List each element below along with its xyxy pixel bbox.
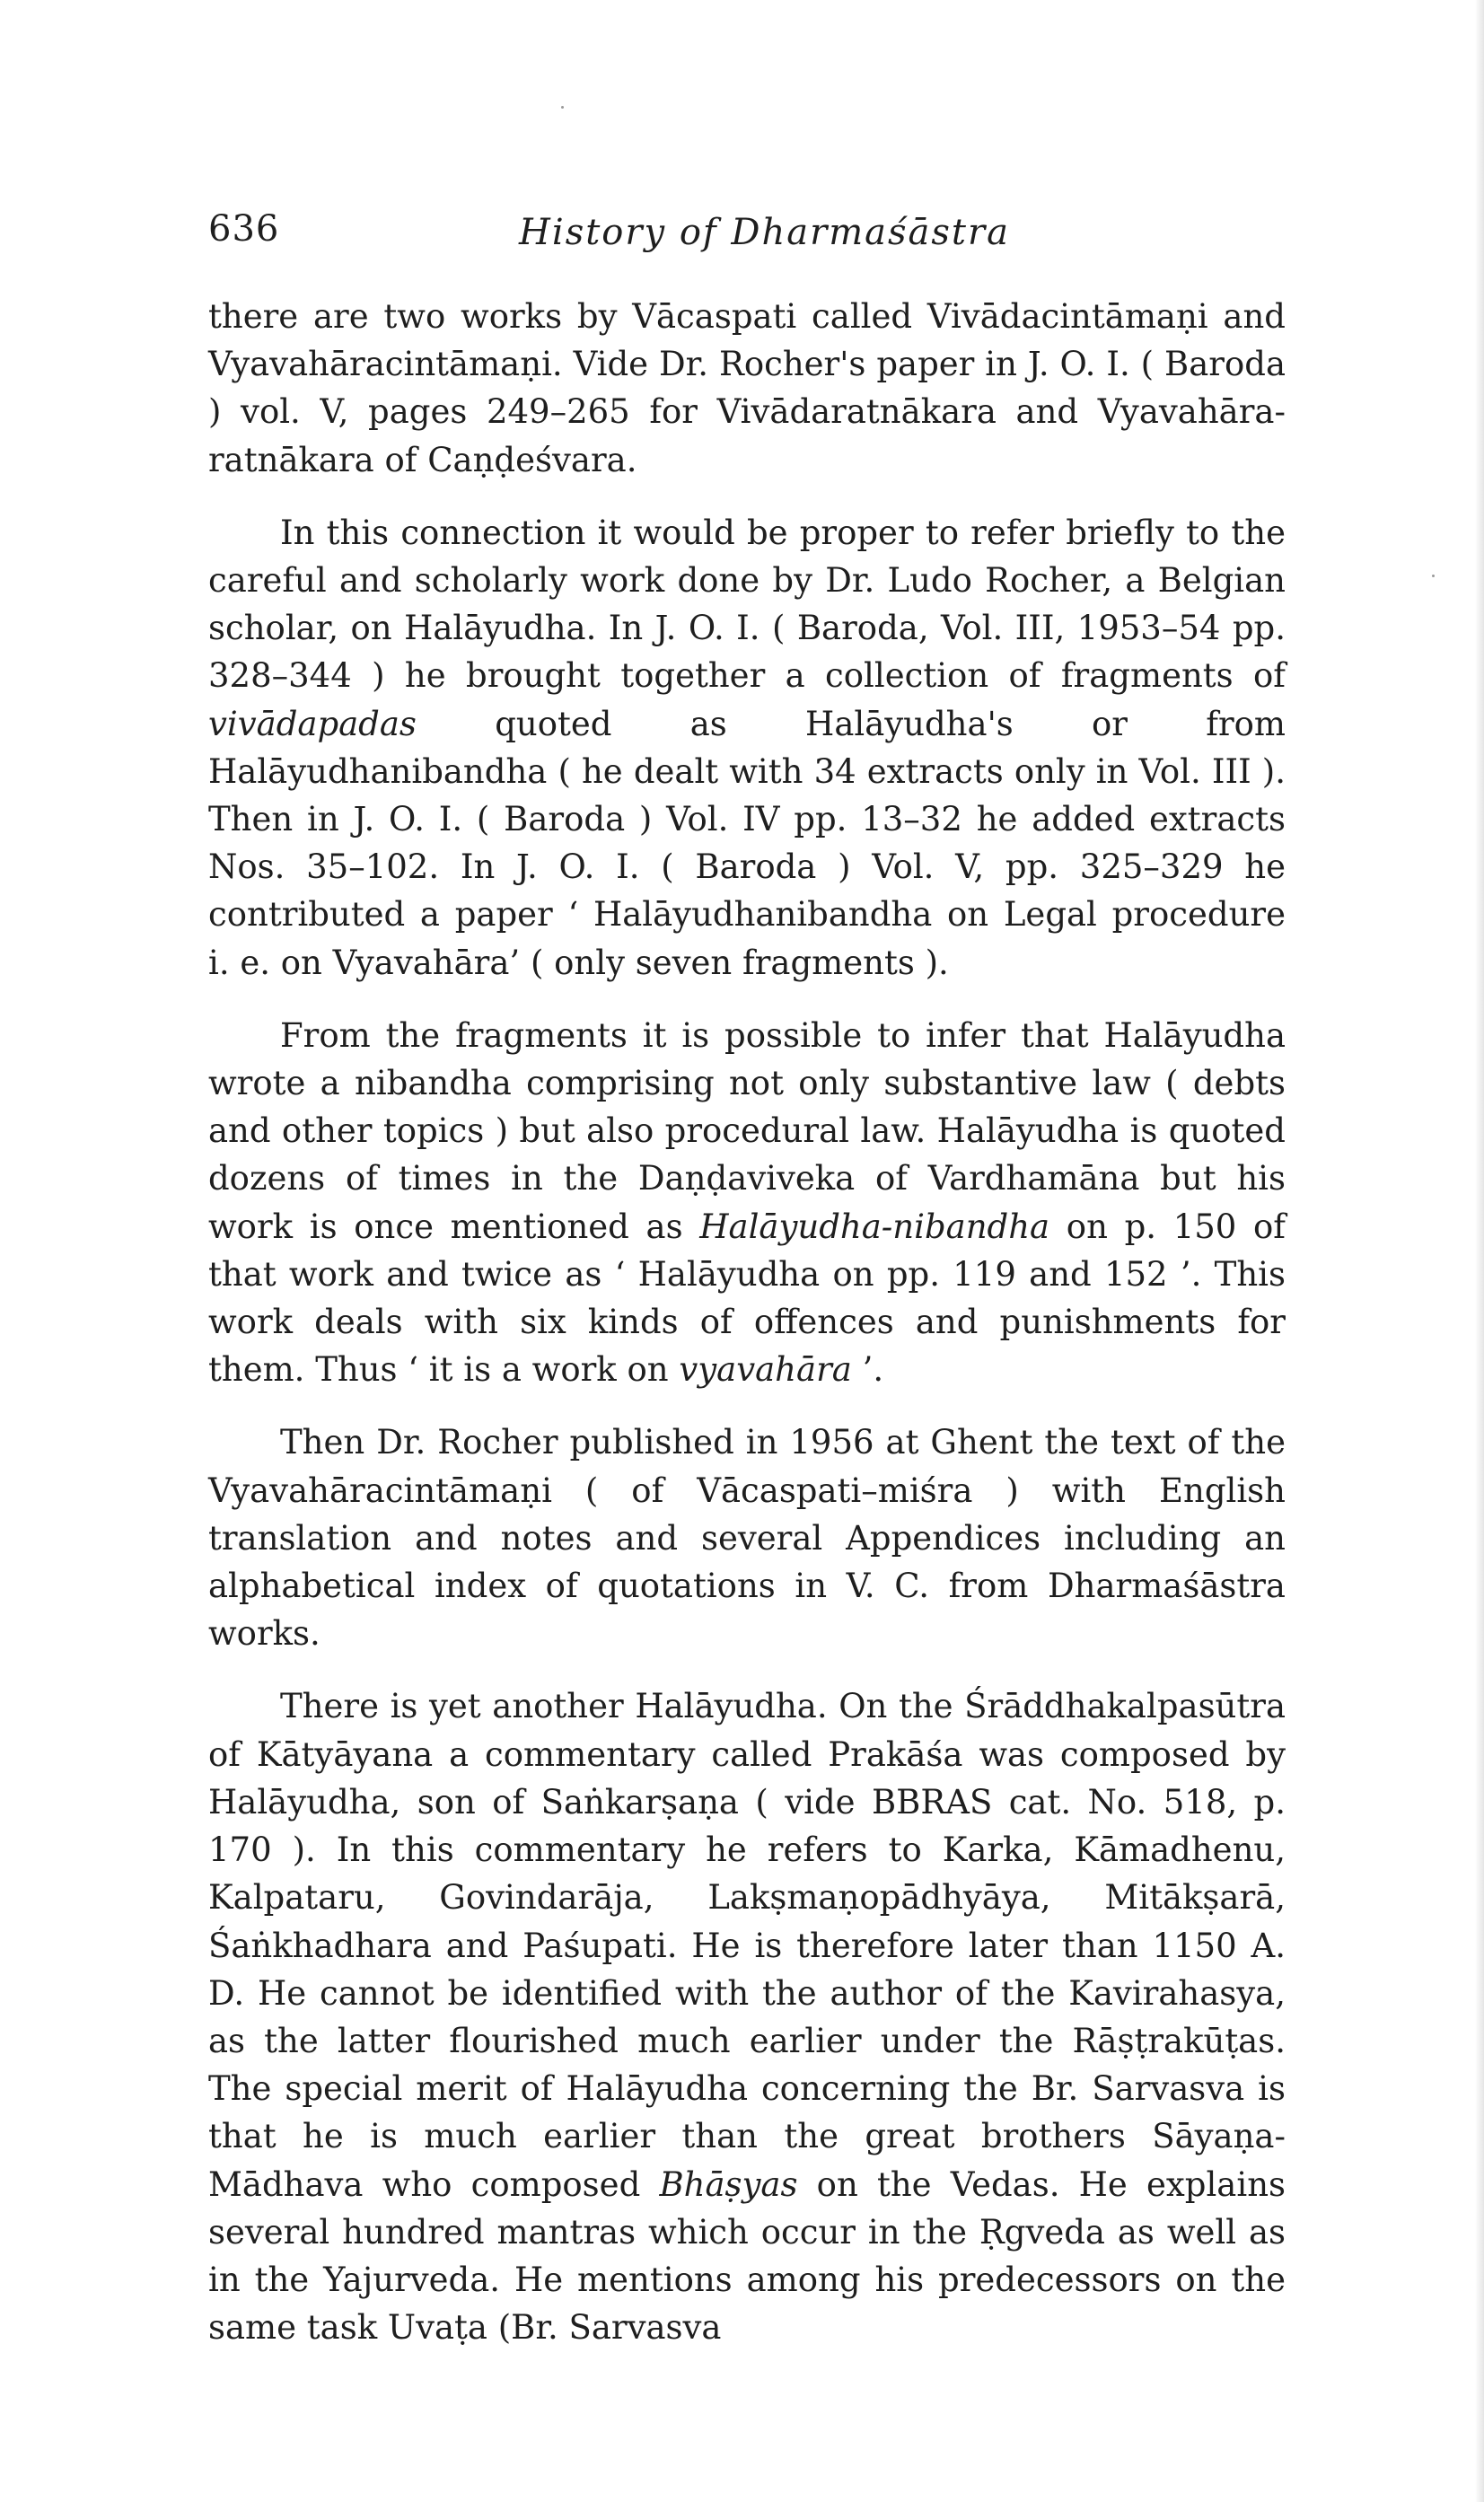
text-run: on the Vedas. He explains several hundred mantras which occur in the Ṛgveda as well as in the Yajurveda. He mentions among his predecessors on the same task Uvaṭa (Br. Sarvasva bbox=[208, 2164, 1286, 2348]
text-run: From the fragments it is possible to infer that Halāyudha wrote a nibandha comprising not only substantive law ( debts and other topics ) but also procedural law. Halāyudha is quoted dozens of times in the Daṇḍaviveka of Vardhamāna but his work is once mentioned as bbox=[208, 1015, 1286, 1246]
italic-term: Bhāṣyas bbox=[659, 2164, 798, 2204]
body-text bbox=[208, 293, 1286, 2351]
text-run: In this connection it would be proper to refer briefly to the careful and scholarly work done by Dr. Ludo Rocher, a Belgian scholar, on Halāyudha. In J. O. I. ( Baroda, Vol. III, 1953–54 pp. 328–344 ) he brought together a collection of fragments of bbox=[208, 513, 1286, 696]
running-title: History of Dharmaśāstra bbox=[519, 212, 1010, 253]
paragraph bbox=[208, 1418, 1286, 1657]
text-run: There is yet another Halāyudha. On the Śrāddhakalpasūtra of Kātyāyana a commentary called Prakāśa was composed by Halāyudha, son of Saṅkarṣaṇa ( vide BBRAS cat. No. 518, p. 170 ). In this commentary he refers to Karka, Kāmadhenu, Kalpataru, Govindarāja, Lakṣmaṇopādhyāya, Mitākṣarā, Śaṅkhadhara and Paśupati. He is therefore later than 1150 A. D. He cannot be identified with the author of the Kavirahasya, as the latter flourished much earlier under the Rāṣṭrakūṭas. The special merit of Halāyudha concerning the Br. Sarvasva is that he is much earlier than the great brothers Sāyaṇa-Mādhava who composed bbox=[208, 1687, 1286, 2204]
paper-speck bbox=[561, 106, 564, 109]
text-run: quoted as Halāyudha's or from Halāyudhanibandha ( he dealt with 34 extracts only in Vol. III ). Then in J. O. I. ( Baroda ) Vol. IV pp. 13–32 he added extracts Nos. 35–102. In J. O. I. ( Baroda ) Vol. V, pp. 325–329 he contributed a paper ‘ Halāyudhanibandha on Legal procedure i. e. on Vyavahāra’ ( only seven fragments ). bbox=[208, 704, 1286, 982]
italic-term: vyavahāra bbox=[679, 1350, 852, 1390]
text-run: Then Dr. Rocher published in 1956 at Ghent the text of the Vyavahāracintāmaṇi ( of Vācaspati–miśra ) with English translation and notes and several Appendices including an alphabetical index of quotations in V. C. from Dharmaśāstra works. bbox=[208, 1423, 1286, 1654]
italic-term: vivādapadas bbox=[208, 704, 417, 743]
scan-edge-shadow bbox=[1475, 0, 1484, 2502]
page-number: 636 bbox=[208, 208, 280, 250]
paper-speck bbox=[1432, 575, 1435, 577]
text-run: there are two works by Vācaspati called Vivādacintāmaṇi and Vyavahāracintāmaṇi. Vide Dr. Rocher's paper in J. O. I. ( Baroda ) vol. V, pages 249–265 for Vivādaratnākara and Vyavahāra-ratnākara of Caṇḍeśvara. bbox=[208, 297, 1286, 479]
italic-term: Halāyudha-nibandha bbox=[699, 1207, 1050, 1246]
paragraph bbox=[208, 1682, 1286, 2351]
text-run: ’. bbox=[851, 1350, 884, 1390]
paragraph bbox=[208, 509, 1286, 987]
paragraph bbox=[208, 293, 1286, 484]
paragraph bbox=[208, 1012, 1286, 1394]
text-run: on p. 150 of that work and twice as ‘ Halāyudha on pp. 119 and 152 ’. This work deals with six kinds of offences and punishments for them. Thus ‘ it is a work on bbox=[208, 1207, 1286, 1390]
